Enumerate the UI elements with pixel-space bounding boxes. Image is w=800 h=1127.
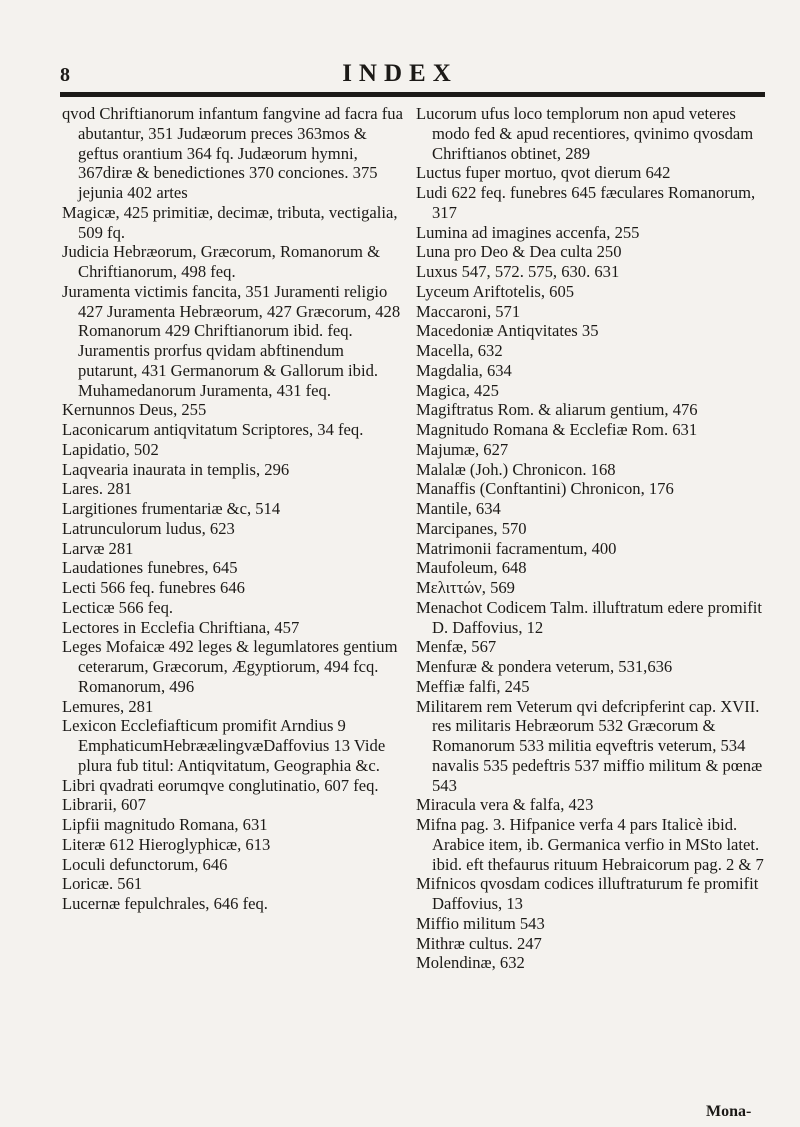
index-entry: Militarem rem Veterum qvi defcripferint cap. XVII. res militaris Hebræorum 532 Græcorum & Romanorum 533 militia eqveftris veterum, 534 navalis 535 pedeftris 537 miffio militum & pœnæ 543: [416, 696, 763, 795]
index-entry: Molendinæ, 632: [416, 953, 525, 973]
index-entry: Meffiæ falfi, 245: [416, 676, 530, 696]
index-entry: Mantile, 634: [416, 499, 501, 518]
index-entry: Juramenta victimis fancita, 351 Juramenti religio 427 Juramenta Hebræorum, 427 Græcorum, 428 Romanorum 429 Chriftianorum ibid. feq. Juramentis prorfus qvidam abftinendum putarunt, 431 Germanorum & Gallorum ibid. Muhamedanorum Juramenta, 431 feq.: [62, 281, 401, 400]
index-entry: Miracula vera & falfa, 423: [416, 795, 594, 815]
running-head: INDEX: [342, 60, 458, 87]
index-entry: Mifna pag. 3. Hifpanice verfa 4 pars Italicè ibid. Arabice item, ib. Germanica verfio in MSto latet. ibid. eft thefaurus rituum Hebraicorum pag. 2 & 7: [416, 815, 764, 874]
index-entry: Magnitudo Romana & Ecclefiæ Rom. 631: [416, 420, 698, 439]
header-rule: [60, 92, 765, 97]
catchword: Mona-: [706, 1103, 752, 1120]
index-entry: Menfæ, 567: [416, 637, 497, 657]
index-entry: Maccaroni, 571: [416, 301, 521, 321]
index-entry: Libri qvadrati eorumqve conglutinatio, 607 feq.: [62, 775, 379, 795]
index-entry: Luxus 547, 572. 575, 630. 631: [416, 262, 620, 281]
index-entry: Matrimonii facramentum, 400: [416, 538, 617, 558]
index-entry: Largitiones frumentariæ &c, 514: [62, 499, 281, 518]
index-entry: Malalæ (Joh.) Chronicon. 168: [416, 459, 616, 479]
index-entry: Ludi 622 feq. funebres 645 fæculares Romanorum, 317: [416, 183, 756, 222]
index-entry: Lares. 281: [62, 479, 133, 499]
index-entry: Judicia Hebræorum, Græcorum, Romanorum & Chriftianorum, 498 feq.: [62, 242, 380, 281]
index-entry: Mifnicos qvosdam codices illuftraturum fe promifit Daffovius, 13: [416, 874, 759, 913]
index-entry: qvod Chriftianorum infantum fangvine ad facra fua abutantur, 351 Judæorum preces 363mos & geftus orantium 364 fq. Judæorum hymni, 367diræ & benedictiones 370 conciones. 375 jejunia 402 artes: [62, 104, 403, 202]
index-entry: Laudationes funebres, 645: [62, 558, 238, 578]
index-entry: Kernunnos Deus, 255: [62, 400, 207, 420]
index-entry: Magicæ, 425 primitiæ, decimæ, tributa, vectigalia, 509 fq.: [62, 202, 398, 242]
index-entry: Miffio militum 543: [416, 913, 545, 933]
index-entry: Laconicarum antiqvitatum Scriptores, 34 feq.: [62, 420, 364, 439]
page-number: 8: [60, 64, 70, 86]
index-entry: Magica, 425: [416, 380, 499, 400]
index-entry: Macedoniæ Antiqvitates 35: [416, 321, 599, 341]
index-entry: Lyceum Ariftotelis, 605: [416, 281, 575, 301]
index-entry: Loculi defunctorum, 646: [62, 854, 228, 874]
index-entry: Literæ 612 Hieroglyphicæ, 613: [62, 834, 271, 854]
index-entry: Lapidatio, 502: [62, 439, 159, 459]
index-entry: Μελιττών, 569: [416, 578, 515, 597]
index-entry: Lucorum ufus loco templorum non apud veteres modo fed & apud recentiores, qvinimo qvosdam Chriftianos obtinet, 289: [416, 104, 754, 163]
index-entry: Larvæ 281: [62, 538, 134, 558]
index-entry: Lucernæ fepulchrales, 646 feq.: [62, 894, 268, 913]
index-entry: Menachot Codicem Talm. illuftratum edere promifit D. Daffovius, 12: [416, 597, 762, 637]
index-column-right: [416, 104, 776, 973]
index-entry: Magdalia, 634: [416, 360, 512, 380]
index-column-left: [62, 104, 407, 914]
index-entry: Lipfii magnitudo Romana, 631: [62, 815, 268, 834]
index-entry: Librarii, 607: [62, 795, 146, 815]
index-entry: Maufoleum, 648: [416, 558, 527, 578]
index-entry: Menfuræ & pondera veterum, 531,636: [416, 657, 673, 676]
index-entry: Majumæ, 627: [416, 439, 509, 459]
index-entry: Latrunculorum ludus, 623: [62, 518, 235, 538]
index-entry: Lectores in Ecclefia Chriftiana, 457: [62, 617, 300, 637]
index-entry: Lemures, 281: [62, 696, 154, 716]
index-entry: Lecticæ 566 feq.: [62, 597, 174, 617]
index-entry: Lecti 566 feq. funebres 646: [62, 578, 245, 597]
index-entry: Magiftratus Rom. & aliarum gentium, 476: [416, 400, 698, 420]
index-entry: Lumina ad imagines accenfa, 255: [416, 222, 640, 242]
index-entry: Manaffis (Conftantini) Chronicon, 176: [416, 479, 674, 499]
index-entry: Loricæ. 561: [62, 874, 143, 894]
index-entry: Marcipanes, 570: [416, 518, 527, 538]
index-entry: Lexicon Ecclefiafticum promifit Arndius 9 EmphaticumHebræælingvæDaffovius 13 Vide plura fub titul: Antiqvitatum, Geographia &c.: [62, 716, 386, 775]
index-entry: Laqvearia inaurata in templis, 296: [62, 459, 290, 479]
index-entry: Luctus fuper mortuo, qvot dierum 642: [416, 163, 671, 183]
index-entry: Macella, 632: [416, 341, 503, 360]
index-entry: Leges Mofaicæ 492 leges & legumlatores gentium ceterarum, Græcorum, Ægyptiorum, 494 fcq. Romanorum, 496: [62, 637, 398, 696]
index-entry: Mithræ cultus. 247: [416, 933, 542, 953]
index-entry: Luna pro Deo & Dea culta 250: [416, 242, 622, 262]
